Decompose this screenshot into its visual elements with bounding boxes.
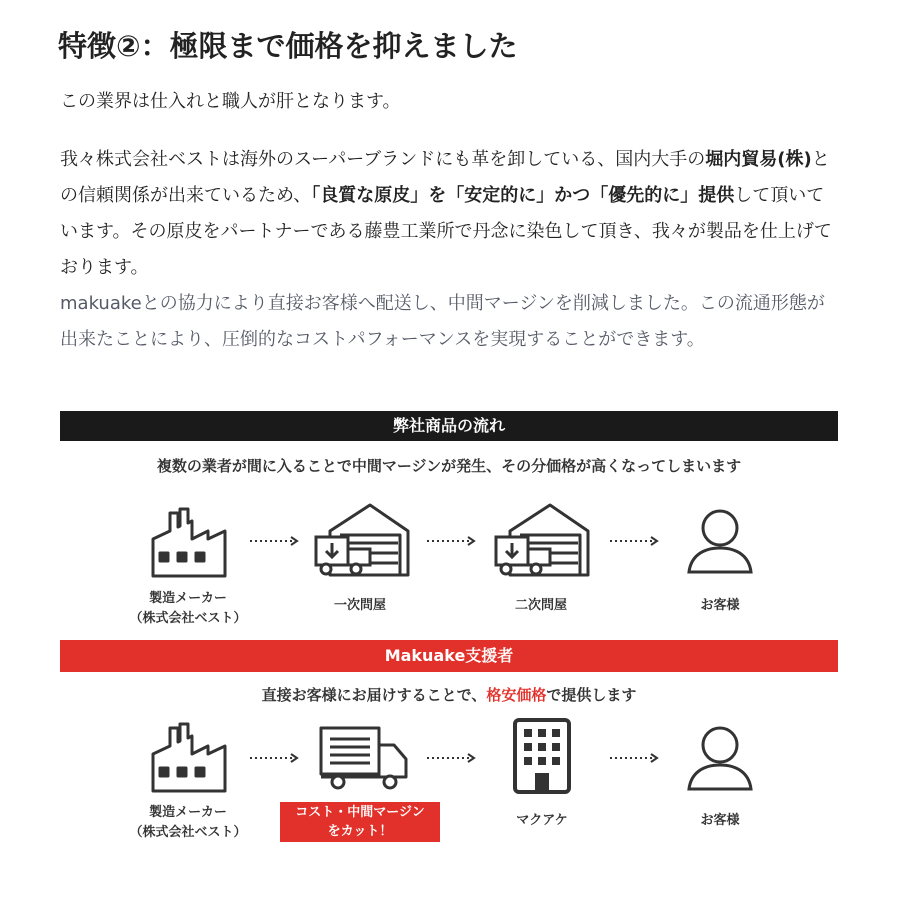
label-line: （株式会社ベスト） bbox=[129, 611, 247, 626]
dotted-arrow-icon bbox=[425, 535, 477, 547]
dotted-arrow-icon bbox=[248, 752, 300, 764]
body-text-makuake: makuakeとの協力により直接お客様へ配送し、中間マージンを削減しました。この流通形態が出来たことにより、圧倒的なコストパフォーマンスを実現することができます。 bbox=[60, 293, 825, 350]
step-label-customer: お客様 bbox=[700, 598, 740, 613]
body-text: との信頼関係が出来ているため、 bbox=[60, 149, 830, 206]
body-text: 我々株式会社ベストは海外のスーパーブランドにも革を卸している、国内大手の bbox=[60, 149, 706, 170]
top-subtitle: 複数の業者が間に入ることで中間マージンが発生、その分価格が高くなってしまいます bbox=[156, 457, 742, 475]
badge-line: コスト・中間マージン bbox=[295, 805, 425, 820]
label-line: （株式会社ベスト） bbox=[129, 825, 247, 840]
page-title: 特徴②：極限まで価格を抑えました bbox=[58, 29, 518, 63]
person-icon bbox=[685, 723, 755, 793]
step-label-primary-wholesaler: 一次問屋 bbox=[333, 598, 386, 613]
subtitle-highlight: 格安価格 bbox=[486, 686, 547, 704]
cost-cut-badge bbox=[280, 802, 440, 842]
warehouse-icon bbox=[492, 501, 590, 577]
person-icon bbox=[685, 506, 755, 576]
body-bold-text: 堀内貿易(株) bbox=[705, 149, 812, 170]
factory-icon bbox=[150, 503, 228, 579]
office-building-icon bbox=[512, 717, 572, 795]
body-text: して頂いています。その原皮をパートナーである藤豊工業所で丹念に染色して頂き、我々が製品を仕上げております。 bbox=[60, 185, 832, 278]
factory-icon bbox=[150, 718, 228, 794]
step-label-maker bbox=[108, 589, 268, 629]
dotted-arrow-icon bbox=[248, 535, 300, 547]
step-label-customer: お客様 bbox=[700, 813, 740, 828]
dotted-arrow-icon bbox=[608, 752, 660, 764]
top-banner: 弊社商品の流れ bbox=[60, 411, 838, 441]
intro-text: この業界は仕入れと職人が肝となります。 bbox=[60, 91, 401, 112]
label-line: 製造メーカー bbox=[149, 805, 227, 820]
distribution-diagram bbox=[60, 411, 838, 851]
step-label-makuake: マクアケ bbox=[516, 813, 568, 828]
warehouse-icon bbox=[312, 501, 410, 577]
step-label-secondary-wholesaler: 二次問屋 bbox=[514, 598, 567, 613]
step-label-maker bbox=[108, 803, 268, 843]
subtitle-text: 直接お客様にお届けすることで、 bbox=[261, 686, 487, 704]
bottom-subtitle bbox=[60, 684, 838, 705]
dotted-arrow-icon bbox=[425, 752, 477, 764]
body-paragraph bbox=[60, 142, 842, 358]
badge-line: をカット！ bbox=[327, 824, 393, 839]
subtitle-text: で提供します bbox=[546, 686, 637, 704]
body-bold-text: 「良質な原皮」を「安定的に」かつ「優先的に」提供 bbox=[311, 185, 735, 206]
dotted-arrow-icon bbox=[608, 535, 660, 547]
label-line: 製造メーカー bbox=[149, 591, 227, 606]
delivery-truck-icon bbox=[318, 725, 410, 791]
makuake-banner: Makuake支援者 bbox=[60, 640, 838, 672]
